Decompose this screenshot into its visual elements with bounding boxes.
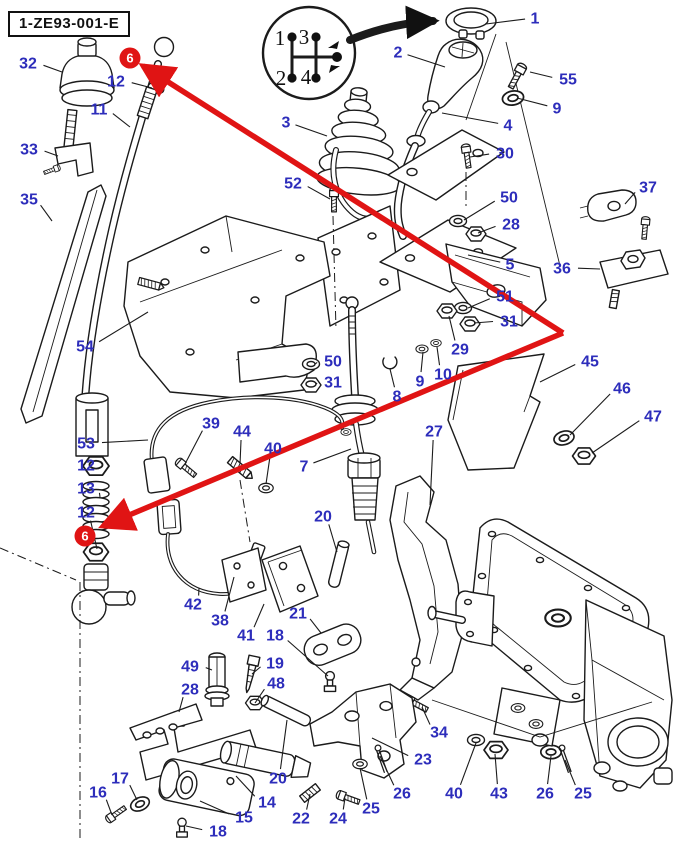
leader-line-46 bbox=[570, 394, 610, 435]
leader-line-39 bbox=[185, 431, 202, 464]
oring-25-left bbox=[353, 759, 367, 769]
bracket-54 bbox=[124, 216, 330, 398]
callout-18: 18 bbox=[209, 823, 227, 841]
callout-11: 11 bbox=[90, 101, 108, 119]
callout-53: 53 bbox=[77, 435, 95, 453]
washer-17 bbox=[128, 794, 151, 814]
grease-fitting-18-bottom bbox=[177, 818, 188, 837]
screw-39 bbox=[174, 457, 198, 479]
nut-43 bbox=[484, 742, 508, 759]
bracket-36 bbox=[600, 216, 668, 308]
callout-20: 20 bbox=[269, 770, 287, 788]
callout-24: 24 bbox=[329, 810, 347, 828]
clamp-37 bbox=[580, 190, 636, 221]
bolt-19 bbox=[241, 655, 259, 693]
leader-line-40 bbox=[266, 457, 270, 484]
callout-42: 42 bbox=[184, 596, 202, 614]
washer-50 bbox=[450, 215, 467, 226]
leader-line-36 bbox=[578, 268, 600, 269]
leader-line-8 bbox=[390, 369, 394, 387]
callout-31: 31 bbox=[324, 374, 342, 392]
red-marker-label: 6 bbox=[81, 528, 89, 544]
callout-9: 9 bbox=[552, 100, 562, 118]
callout-4: 4 bbox=[503, 117, 513, 135]
callout-55: 55 bbox=[559, 71, 577, 89]
leader-line-13 bbox=[99, 493, 100, 497]
callout-45: 45 bbox=[581, 353, 599, 371]
callout-10: 10 bbox=[434, 366, 452, 384]
callout-52: 52 bbox=[284, 175, 302, 193]
callout-5: 5 bbox=[505, 256, 515, 274]
callout-14: 14 bbox=[258, 794, 276, 812]
callout-17: 17 bbox=[111, 770, 129, 788]
leader-line-12 bbox=[101, 463, 102, 464]
nut-31 bbox=[460, 317, 480, 331]
callout-29: 29 bbox=[451, 341, 469, 359]
artwork-layer bbox=[0, 7, 672, 840]
leader-line-9 bbox=[421, 352, 423, 372]
leader-line-32 bbox=[43, 65, 62, 72]
gear-number-3: 3 bbox=[298, 25, 310, 49]
leader-line-10 bbox=[437, 347, 440, 365]
pattern-to-knob-arrow bbox=[350, 21, 433, 40]
leader-line-41 bbox=[254, 604, 264, 627]
nut-28 bbox=[466, 227, 486, 241]
callout-15: 15 bbox=[235, 809, 253, 827]
clip-8 bbox=[383, 357, 397, 369]
callout-25: 25 bbox=[362, 800, 380, 818]
washer-40-mid bbox=[259, 483, 273, 493]
leader-line-45 bbox=[540, 364, 575, 382]
bolt-55 bbox=[506, 62, 527, 90]
leader-line-25 bbox=[360, 768, 367, 799]
nut-31-mid bbox=[301, 378, 321, 392]
callout-50: 50 bbox=[324, 353, 342, 371]
callout-46: 46 bbox=[613, 380, 631, 398]
spring-pin-22 bbox=[300, 784, 321, 803]
callout-43: 43 bbox=[490, 785, 508, 803]
leader-line-16 bbox=[106, 800, 112, 815]
leader-line-7 bbox=[313, 449, 351, 463]
callout-50: 50 bbox=[500, 189, 518, 207]
leader-line-55 bbox=[530, 72, 552, 77]
leader-line-17 bbox=[130, 785, 137, 800]
callout-16: 16 bbox=[89, 784, 107, 802]
callout-8: 8 bbox=[392, 388, 402, 406]
callout-20: 20 bbox=[314, 508, 332, 526]
red-marker-label: 6 bbox=[126, 50, 134, 66]
callout-25: 25 bbox=[574, 785, 592, 803]
callout-2: 2 bbox=[393, 44, 403, 62]
block-41 bbox=[262, 546, 318, 612]
leader-line-53 bbox=[102, 440, 148, 443]
switch-plate-38 bbox=[222, 548, 266, 602]
callout-34: 34 bbox=[430, 724, 448, 742]
clevis-pin-20-upper bbox=[328, 540, 350, 588]
lever-plate bbox=[388, 130, 504, 200]
leader-line-18 bbox=[186, 826, 202, 830]
callout-22: 22 bbox=[292, 810, 310, 828]
gear-number-2: 2 bbox=[275, 66, 287, 90]
callout-33: 33 bbox=[20, 141, 38, 159]
callout-7: 7 bbox=[299, 458, 309, 476]
gear-number-4: 4 bbox=[300, 65, 312, 89]
callout-1: 1 bbox=[530, 10, 540, 28]
nut-29 bbox=[437, 304, 457, 318]
leader-line-26 bbox=[548, 756, 551, 784]
oring-9 bbox=[416, 345, 428, 353]
callout-30: 30 bbox=[496, 145, 514, 163]
callout-40: 40 bbox=[445, 785, 463, 803]
washer-46 bbox=[552, 429, 575, 447]
callout-12: 12 bbox=[107, 73, 125, 91]
callout-37: 37 bbox=[639, 179, 657, 197]
leader-line-3 bbox=[295, 125, 327, 136]
figure-label: 1-ZE93-001-E bbox=[8, 11, 130, 37]
callout-12: 12 bbox=[77, 457, 95, 475]
leader-line-44 bbox=[240, 440, 241, 464]
clevis-assembly bbox=[130, 704, 311, 817]
callout-13: 13 bbox=[77, 480, 95, 498]
leader-line-40 bbox=[460, 743, 476, 785]
bracket-27 bbox=[390, 476, 462, 700]
callout-9: 9 bbox=[415, 373, 425, 391]
callout-36: 36 bbox=[553, 260, 571, 278]
callout-3: 3 bbox=[281, 114, 291, 132]
bolt-16 bbox=[104, 804, 127, 824]
callout-38: 38 bbox=[211, 612, 229, 630]
callout-39: 39 bbox=[202, 415, 220, 433]
callout-47: 47 bbox=[644, 408, 662, 426]
callout-18: 18 bbox=[266, 627, 284, 645]
guard-plate-45 bbox=[448, 354, 544, 470]
leader-line-11 bbox=[113, 114, 130, 127]
callout-27: 27 bbox=[425, 423, 443, 441]
washer-50-mid bbox=[303, 358, 320, 369]
callout-12: 12 bbox=[77, 504, 95, 522]
callout-40: 40 bbox=[264, 440, 282, 458]
gear-number-1: 1 bbox=[274, 26, 286, 50]
callout-41: 41 bbox=[237, 627, 255, 645]
callout-23: 23 bbox=[414, 751, 432, 769]
leader-line-31 bbox=[316, 383, 317, 384]
leader-line-47 bbox=[592, 421, 639, 453]
washer-10 bbox=[431, 340, 442, 347]
callout-35: 35 bbox=[20, 191, 38, 209]
callout-31: 31 bbox=[500, 313, 518, 331]
link-21 bbox=[300, 620, 365, 670]
nut-47 bbox=[573, 448, 596, 464]
callout-32: 32 bbox=[19, 55, 37, 73]
leader-line-20 bbox=[329, 524, 337, 552]
callout-28: 28 bbox=[502, 216, 520, 234]
clamp-33 bbox=[43, 110, 93, 176]
callout-28: 28 bbox=[181, 681, 199, 699]
callout-26: 26 bbox=[536, 785, 554, 803]
leader-line-25 bbox=[565, 760, 575, 785]
callout-48: 48 bbox=[267, 675, 285, 693]
leader-line-4 bbox=[442, 113, 498, 123]
rubber-boot-32 bbox=[60, 38, 114, 106]
bolt-24 bbox=[335, 790, 361, 807]
callout-49: 49 bbox=[181, 658, 199, 676]
callout-51: 51 bbox=[496, 288, 514, 306]
callout-26: 26 bbox=[393, 785, 411, 803]
callout-21: 21 bbox=[289, 605, 307, 623]
leader-line-52 bbox=[308, 187, 330, 199]
callout-44: 44 bbox=[233, 423, 251, 441]
leader-line-21 bbox=[310, 619, 321, 633]
callout-19: 19 bbox=[266, 655, 284, 673]
callout-54: 54 bbox=[76, 338, 94, 356]
clevis-pin-20-lower bbox=[260, 694, 312, 727]
leader-line-29 bbox=[449, 316, 455, 340]
leader-line-35 bbox=[41, 205, 52, 221]
plunger-49 bbox=[205, 653, 229, 706]
leader-line-50 bbox=[464, 201, 495, 220]
